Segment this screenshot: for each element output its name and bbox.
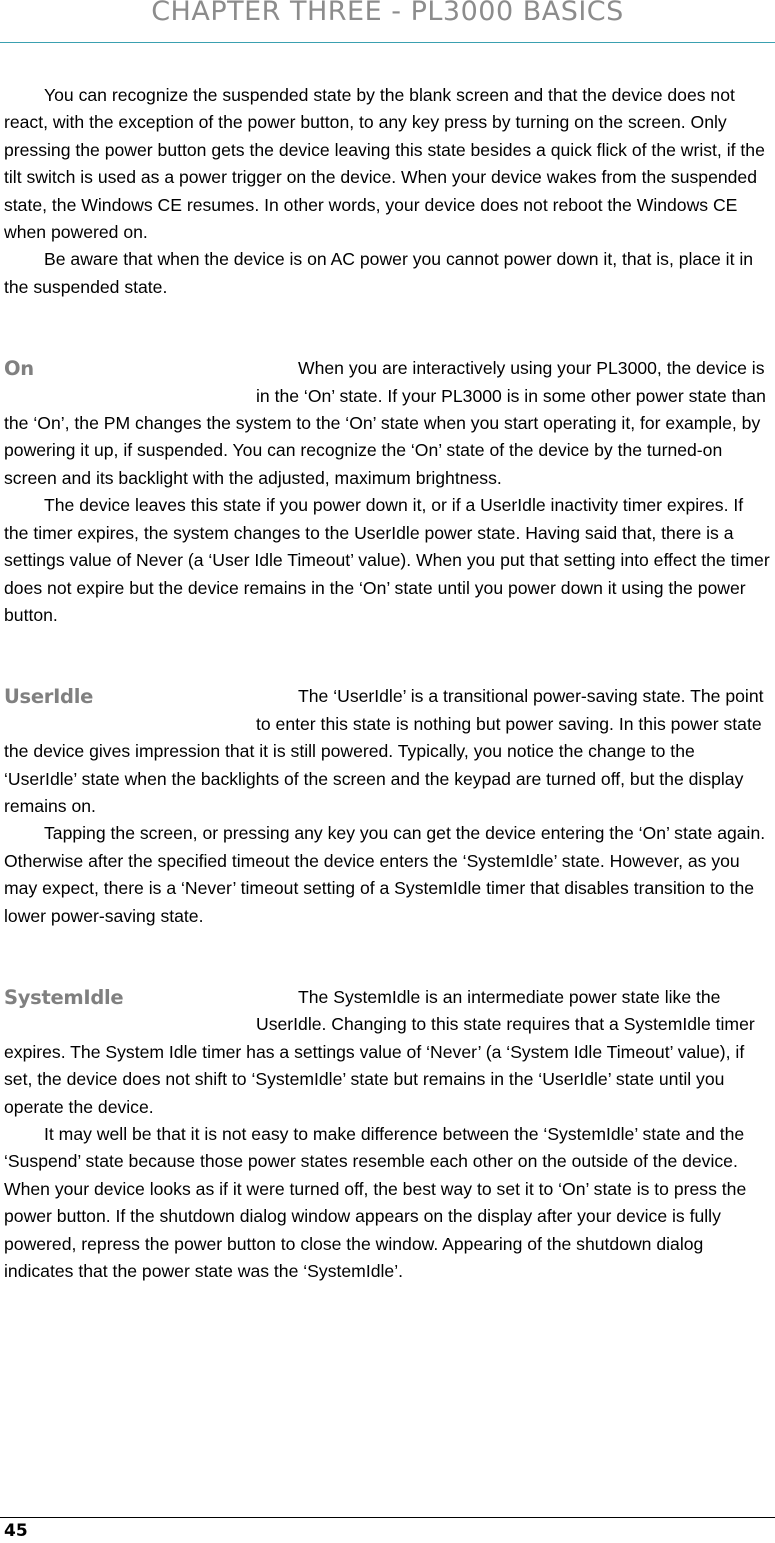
- section-systemidle-paragraph-2: It may well be that it is not easy to make difference between the ‘SystemIdle’ state and the ‘Suspend’ state because those power states resemble each other on the outside of the device. When your device looks as if it were turned off, the best way to set it to ‘On’ state is to press the power button. If the shutdown dialog window appears on the display after your device is fully powered, repress the power button to close the window. Appearing of the shutdown dialog indicates that the power state was the ‘SystemIdle’.: [4, 1124, 747, 1282]
- page-number: 45: [4, 1521, 28, 1541]
- section-spacer: [4, 301, 770, 355]
- chapter-header: [0, 0, 775, 43]
- section-heading-useridle: UserIdle: [4, 685, 94, 709]
- section-on-paragraph-2: The device leaves this state if you power down it, or if a UserIdle inactivity timer expires. If the timer expires, the system changes to the UserIdle power state. Having said that, there is a settings value of Never (a ‘User Idle Timeout’ value). When you put that setting into effect the timer does not expire but the device remains in the ‘On’ state until you power down it using the power button.: [4, 495, 770, 625]
- section-spacer: [4, 629, 770, 683]
- section-heading-on: On: [4, 357, 34, 381]
- footer-rule: [0, 1517, 775, 1518]
- section-heading-systemidle: SystemIdle: [4, 985, 124, 1009]
- section-useridle-paragraph-2: Tapping the screen, or pressing any key you can get the device entering the ‘On’ state again. Otherwise after the specified timeout the device enters the ‘SystemIdle’ state. However, as you may expect, there is a ‘Never’ timeout setting of a SystemIdle timer that disables transition to the lower power-saving state.: [4, 823, 766, 926]
- section-systemidle-paragraph-1: The SystemIdle is an intermediate power state like the UserIdle. Changing to this state requires that a SystemIdle timer expires. The System Idle timer has a settings value of ‘Never’ (a ‘System Idle Timeout’ value), if set, the device does not shift to ‘SystemIdle’ state but remains in the ‘UserIdle’ state until you operate the device.: [4, 986, 755, 1117]
- chapter-title: CHAPTER THREE - PL3000 BASICS: [151, 0, 624, 27]
- section-systemidle: [4, 984, 770, 1285]
- section-useridle-paragraph-1: The ‘UserIdle’ is a transitional power-saving state. The point to enter this state is nothing but power saving. In this power state the device gives impression that it is still powered. Typically, you notice the change to the ‘UserIdle’ state when the backlights of the screen and the keypad are turned off, but the display remains on.: [4, 686, 764, 816]
- intro-paragraph-1: You can recognize the suspended state by the blank screen and that the device does not react, with the exception of the power button, to any key press by turning on the screen. Only pressing the power button gets the device leaving this state besides a quick flick of the wrist, if the tilt switch is used as a power trigger on the device. When your device wakes from the suspended state, the Windows CE resumes. In other words, your device does not reboot the Windows CE when powered on.: [4, 85, 765, 243]
- section-on-paragraph-1: When you are interactively using your PL3000, the device is in the ‘On’ state. If your PL3000 is in some other power state than the ‘On’, the PM changes the system to the ‘On’ state when you start operating it, for example, by powering it up, if suspended. You can recognize the ‘On’ state of the device by the turned-on screen and its backlight with the adjusted, maximum brightness.: [4, 358, 766, 488]
- section-spacer: [4, 930, 770, 984]
- intro-paragraph-2: Be aware that when the device is on AC power you cannot power down it, that is, place it in the suspended state.: [4, 249, 754, 297]
- page-content: [4, 82, 770, 1285]
- section-useridle: [4, 683, 770, 930]
- section-on: [4, 355, 770, 629]
